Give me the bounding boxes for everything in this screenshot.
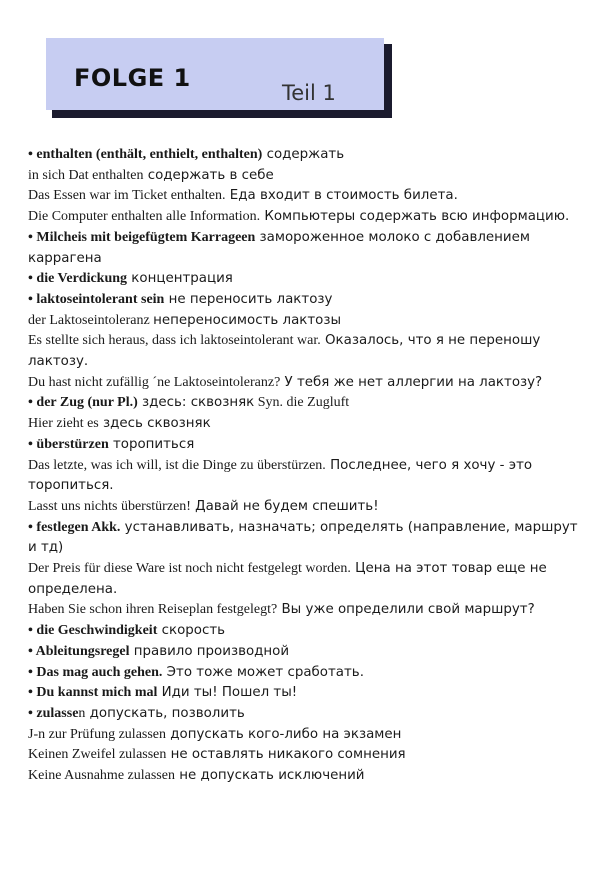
german-text: • die Verdickung xyxy=(28,271,128,287)
german-text: • laktoseintolerant sein xyxy=(28,291,165,307)
vocab-line xyxy=(28,393,588,414)
vocab-line xyxy=(28,228,588,269)
russian-text: концентрация xyxy=(127,271,233,287)
german-text: • enthalten (enthält, enthielt, enthalten) xyxy=(28,147,263,162)
german-text: Syn. die Zugluft xyxy=(254,395,350,411)
vocab-line xyxy=(28,497,588,518)
german-text: • der Zug (nur Pl.) xyxy=(28,395,138,411)
vocab-line xyxy=(28,621,588,642)
german-text: J-n zur Prüfung zulassen xyxy=(28,726,167,742)
russian-text: не оставлять никакого сомнения xyxy=(166,747,406,763)
russian-text: Компьютеры содержать всю информацию. xyxy=(260,209,570,225)
vocab-line xyxy=(28,642,588,663)
vocab-line xyxy=(28,331,588,372)
russian-text: Иди ты! Пошел ты! xyxy=(157,685,298,701)
vocab-line xyxy=(28,373,588,394)
german-text: Lasst uns nichts überstürzen! xyxy=(28,498,191,514)
vocab-line xyxy=(28,766,588,787)
russian-text: Цена на этот товар еще не определена. xyxy=(28,561,547,597)
german-text: • die Geschwindigkeit xyxy=(28,623,158,639)
german-text: Hier zieht es xyxy=(28,416,99,432)
russian-text: замороженное молоко с добавлением каррагена xyxy=(28,229,530,266)
german-text: in sich Dat enthalten xyxy=(28,167,144,183)
russian-text: У тебя же нет аллергии на лактозу? xyxy=(280,374,543,390)
russian-text: не допускать исключений xyxy=(174,768,365,784)
vocab-line xyxy=(28,704,588,725)
vocab-line xyxy=(28,518,588,559)
german-text: Das Essen war im Ticket enthalten. xyxy=(28,188,226,204)
russian-text: здесь сквозняк xyxy=(98,416,211,432)
german-text: Das letzte, was ich will, ist die Dinge zu überstürzen. xyxy=(28,457,326,473)
german-text: • Milcheis mit beigefügtem Karrageen xyxy=(28,229,256,245)
vocab-line xyxy=(28,435,588,456)
german-text: Keine Ausnahme zulassen xyxy=(28,768,175,784)
german-text: • zulasse xyxy=(28,705,79,721)
russian-text: Еда входит в стоимость билета. xyxy=(225,188,458,204)
vocab-line xyxy=(28,145,588,166)
russian-text: торопиться xyxy=(108,436,195,452)
russian-text: Давай не будем спешить! xyxy=(190,498,379,514)
russian-text: не переносить лактозу xyxy=(164,291,333,307)
russian-text: Вы уже определили свой маршрут? xyxy=(277,602,535,618)
russian-text: допускать, позволить xyxy=(85,705,245,721)
russian-text: непереносимость лактозы xyxy=(153,312,342,328)
vocab-line xyxy=(28,311,588,332)
russian-text: Это тоже может сработать. xyxy=(162,664,364,680)
vocab-line xyxy=(28,600,588,621)
german-text: • Ableitungsregel xyxy=(28,643,130,659)
german-text: Der Preis für diese Ware ist noch nicht festgelegt worden. xyxy=(28,561,351,577)
german-text: • festlegen Akk. xyxy=(28,519,121,535)
russian-text: Оказалось, что я не переношу лактозу. xyxy=(28,333,541,370)
vocabulary-list xyxy=(28,145,588,787)
russian-text: содержать в себе xyxy=(143,167,274,183)
vocab-line xyxy=(28,683,588,704)
russian-text: здесь: сквозняк xyxy=(137,395,255,411)
german-text: • Das mag auch gehen. xyxy=(28,664,163,680)
russian-text: устанавливать, назначать; определять (направление, маршрут и тд) xyxy=(28,519,578,556)
vocab-line xyxy=(28,166,588,187)
german-text: n xyxy=(78,705,86,721)
russian-text: содержать xyxy=(262,147,345,162)
vocab-line xyxy=(28,725,588,746)
vocab-line xyxy=(28,290,588,311)
german-text: Du hast nicht zufällig ´ne Laktoseintoleranz? xyxy=(28,374,281,390)
german-text: • Du kannst mich mal xyxy=(28,685,158,701)
page-subtitle: Teil 1 xyxy=(282,81,336,105)
german-text: Es stellte sich heraus, dass ich laktoseintolerant war. xyxy=(28,333,321,349)
vocab-line xyxy=(28,745,588,766)
russian-text: скорость xyxy=(157,623,226,639)
vocab-line xyxy=(28,269,588,290)
page-title: FOLGE 1 xyxy=(74,64,191,92)
russian-text: допускать кого-либо на экзамен xyxy=(166,726,402,742)
german-text: • überstürzen xyxy=(28,436,109,452)
vocab-line xyxy=(28,186,588,207)
german-text: Die Computer enthalten alle Information. xyxy=(28,209,261,225)
vocab-line xyxy=(28,414,588,435)
vocab-line xyxy=(28,456,588,497)
german-text: der Laktoseintoleranz xyxy=(28,312,154,328)
german-text: Haben Sie schon ihren Reiseplan festgelegt? xyxy=(28,602,278,618)
russian-text: Последнее, чего я хочу - это торопиться. xyxy=(28,457,533,494)
vocab-line xyxy=(28,663,588,684)
vocab-line xyxy=(28,559,588,600)
german-text: Keinen Zweifel zulassen xyxy=(28,747,167,763)
vocab-line xyxy=(28,207,588,228)
russian-text: правило производной xyxy=(129,643,290,659)
